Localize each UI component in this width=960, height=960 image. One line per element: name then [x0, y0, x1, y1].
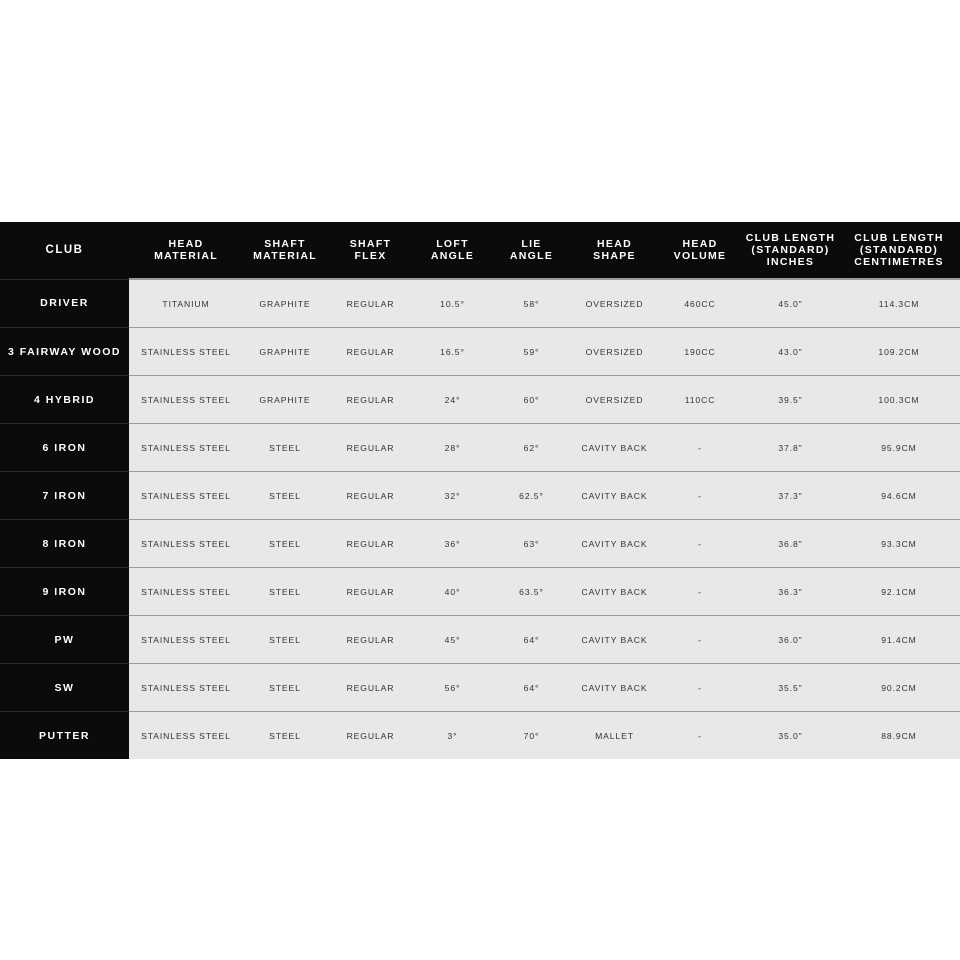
cell-head-shape: OVERSIZED: [572, 279, 657, 328]
cell-head-material: STAINLESS STEEL: [129, 568, 243, 616]
cell-length-centimetres: 93.3CM: [838, 520, 960, 568]
cell-shaft-material: GRAPHITE: [243, 376, 327, 424]
table-row: [0, 376, 960, 424]
cell-head-shape: CAVITY BACK: [572, 616, 657, 664]
cell-length-inches: 39.5": [743, 376, 838, 424]
cell-loft-angle: 36°: [414, 520, 491, 568]
header-loft-angle: LOFT ANGLE: [414, 222, 491, 279]
cell-shaft-flex: REGULAR: [327, 520, 414, 568]
cell-length-centimetres: 100.3CM: [838, 376, 960, 424]
cell-loft-angle: 16.5°: [414, 328, 491, 376]
cell-head-shape: CAVITY BACK: [572, 472, 657, 520]
cell-head-material: STAINLESS STEEL: [129, 616, 243, 664]
cell-shaft-flex: REGULAR: [327, 279, 414, 328]
cell-lie-angle: 62°: [491, 424, 572, 472]
header-shaft-flex: SHAFT FLEX: [327, 222, 414, 279]
cell-shaft-material: STEEL: [243, 664, 327, 712]
cell-length-centimetres: 90.2CM: [838, 664, 960, 712]
cell-shaft-flex: REGULAR: [327, 376, 414, 424]
cell-shaft-flex: REGULAR: [327, 472, 414, 520]
cell-head-volume: -: [657, 664, 743, 712]
cell-shaft-flex: REGULAR: [327, 664, 414, 712]
cell-loft-angle: 10.5°: [414, 279, 491, 328]
cell-shaft-material: STEEL: [243, 616, 327, 664]
cell-head-material: STAINLESS STEEL: [129, 520, 243, 568]
header-head-volume: HEAD VOLUME: [657, 222, 743, 279]
cell-club: 8 IRON: [0, 520, 129, 568]
table-row: [0, 279, 960, 328]
header-club-length-inches: CLUB LENGTH (STANDARD) INCHES: [743, 222, 838, 279]
cell-length-inches: 35.0": [743, 712, 838, 760]
cell-length-inches: 37.3": [743, 472, 838, 520]
header-head-shape: HEAD SHAPE: [572, 222, 657, 279]
header-club: CLUB: [0, 222, 129, 279]
cell-head-volume: -: [657, 424, 743, 472]
cell-head-material: STAINLESS STEEL: [129, 472, 243, 520]
cell-club: SW: [0, 664, 129, 712]
table-row: [0, 568, 960, 616]
table-header-row: [0, 222, 960, 279]
cell-head-material: TITANIUM: [129, 279, 243, 328]
cell-club: 7 IRON: [0, 472, 129, 520]
cell-lie-angle: 60°: [491, 376, 572, 424]
cell-length-inches: 37.8": [743, 424, 838, 472]
header-head-material: HEAD MATERIAL: [129, 222, 243, 279]
cell-length-centimetres: 114.3CM: [838, 279, 960, 328]
cell-head-shape: OVERSIZED: [572, 376, 657, 424]
cell-head-material: STAINLESS STEEL: [129, 328, 243, 376]
cell-head-shape: CAVITY BACK: [572, 664, 657, 712]
cell-lie-angle: 64°: [491, 664, 572, 712]
table-row: [0, 520, 960, 568]
table-row: [0, 472, 960, 520]
cell-club: PUTTER: [0, 712, 129, 760]
cell-head-volume: 460CC: [657, 279, 743, 328]
cell-club: 9 IRON: [0, 568, 129, 616]
header-shaft-material: SHAFT MATERIAL: [243, 222, 327, 279]
cell-loft-angle: 24°: [414, 376, 491, 424]
cell-lie-angle: 62.5°: [491, 472, 572, 520]
cell-head-volume: 190CC: [657, 328, 743, 376]
cell-head-shape: OVERSIZED: [572, 328, 657, 376]
cell-lie-angle: 58°: [491, 279, 572, 328]
table-row: [0, 664, 960, 712]
header-club-length-centimetres: CLUB LENGTH (STANDARD) CENTIMETRES: [838, 222, 960, 279]
cell-length-centimetres: 109.2CM: [838, 328, 960, 376]
cell-head-volume: 110CC: [657, 376, 743, 424]
table-row: [0, 712, 960, 760]
cell-length-inches: 45.0": [743, 279, 838, 328]
cell-loft-angle: 56°: [414, 664, 491, 712]
cell-length-centimetres: 88.9CM: [838, 712, 960, 760]
cell-club: DRIVER: [0, 279, 129, 328]
cell-length-inches: 35.5": [743, 664, 838, 712]
cell-head-volume: -: [657, 712, 743, 760]
cell-length-centimetres: 91.4CM: [838, 616, 960, 664]
cell-length-inches: 36.8": [743, 520, 838, 568]
header-lie-angle: LIE ANGLE: [491, 222, 572, 279]
cell-loft-angle: 32°: [414, 472, 491, 520]
cell-club: PW: [0, 616, 129, 664]
cell-length-inches: 36.3": [743, 568, 838, 616]
cell-length-centimetres: 95.9CM: [838, 424, 960, 472]
cell-lie-angle: 59°: [491, 328, 572, 376]
cell-shaft-material: STEEL: [243, 568, 327, 616]
table-row: [0, 616, 960, 664]
cell-shaft-material: STEEL: [243, 712, 327, 760]
cell-loft-angle: 3°: [414, 712, 491, 760]
cell-shaft-material: STEEL: [243, 472, 327, 520]
cell-head-shape: MALLET: [572, 712, 657, 760]
cell-head-shape: CAVITY BACK: [572, 520, 657, 568]
cell-shaft-flex: REGULAR: [327, 328, 414, 376]
cell-head-volume: -: [657, 568, 743, 616]
cell-loft-angle: 40°: [414, 568, 491, 616]
table-row: [0, 328, 960, 376]
cell-loft-angle: 28°: [414, 424, 491, 472]
cell-length-inches: 36.0": [743, 616, 838, 664]
cell-shaft-material: STEEL: [243, 424, 327, 472]
cell-head-shape: CAVITY BACK: [572, 424, 657, 472]
cell-lie-angle: 63°: [491, 520, 572, 568]
cell-head-volume: -: [657, 520, 743, 568]
cell-head-volume: -: [657, 616, 743, 664]
cell-head-material: STAINLESS STEEL: [129, 424, 243, 472]
cell-club: 3 FAIRWAY WOOD: [0, 328, 129, 376]
cell-head-shape: CAVITY BACK: [572, 568, 657, 616]
cell-shaft-flex: REGULAR: [327, 616, 414, 664]
cell-shaft-flex: REGULAR: [327, 712, 414, 760]
cell-club: 4 HYBRID: [0, 376, 129, 424]
cell-lie-angle: 70°: [491, 712, 572, 760]
cell-shaft-material: GRAPHITE: [243, 328, 327, 376]
cell-club: 6 IRON: [0, 424, 129, 472]
cell-head-volume: -: [657, 472, 743, 520]
cell-shaft-material: GRAPHITE: [243, 279, 327, 328]
cell-length-centimetres: 92.1CM: [838, 568, 960, 616]
club-spec-table: [0, 222, 960, 759]
table-body: [0, 279, 960, 759]
table-row: [0, 424, 960, 472]
cell-lie-angle: 64°: [491, 616, 572, 664]
cell-length-inches: 43.0": [743, 328, 838, 376]
cell-shaft-material: STEEL: [243, 520, 327, 568]
cell-head-material: STAINLESS STEEL: [129, 712, 243, 760]
cell-shaft-flex: REGULAR: [327, 568, 414, 616]
cell-lie-angle: 63.5°: [491, 568, 572, 616]
cell-head-material: STAINLESS STEEL: [129, 376, 243, 424]
cell-head-material: STAINLESS STEEL: [129, 664, 243, 712]
cell-shaft-flex: REGULAR: [327, 424, 414, 472]
cell-length-centimetres: 94.6CM: [838, 472, 960, 520]
cell-loft-angle: 45°: [414, 616, 491, 664]
